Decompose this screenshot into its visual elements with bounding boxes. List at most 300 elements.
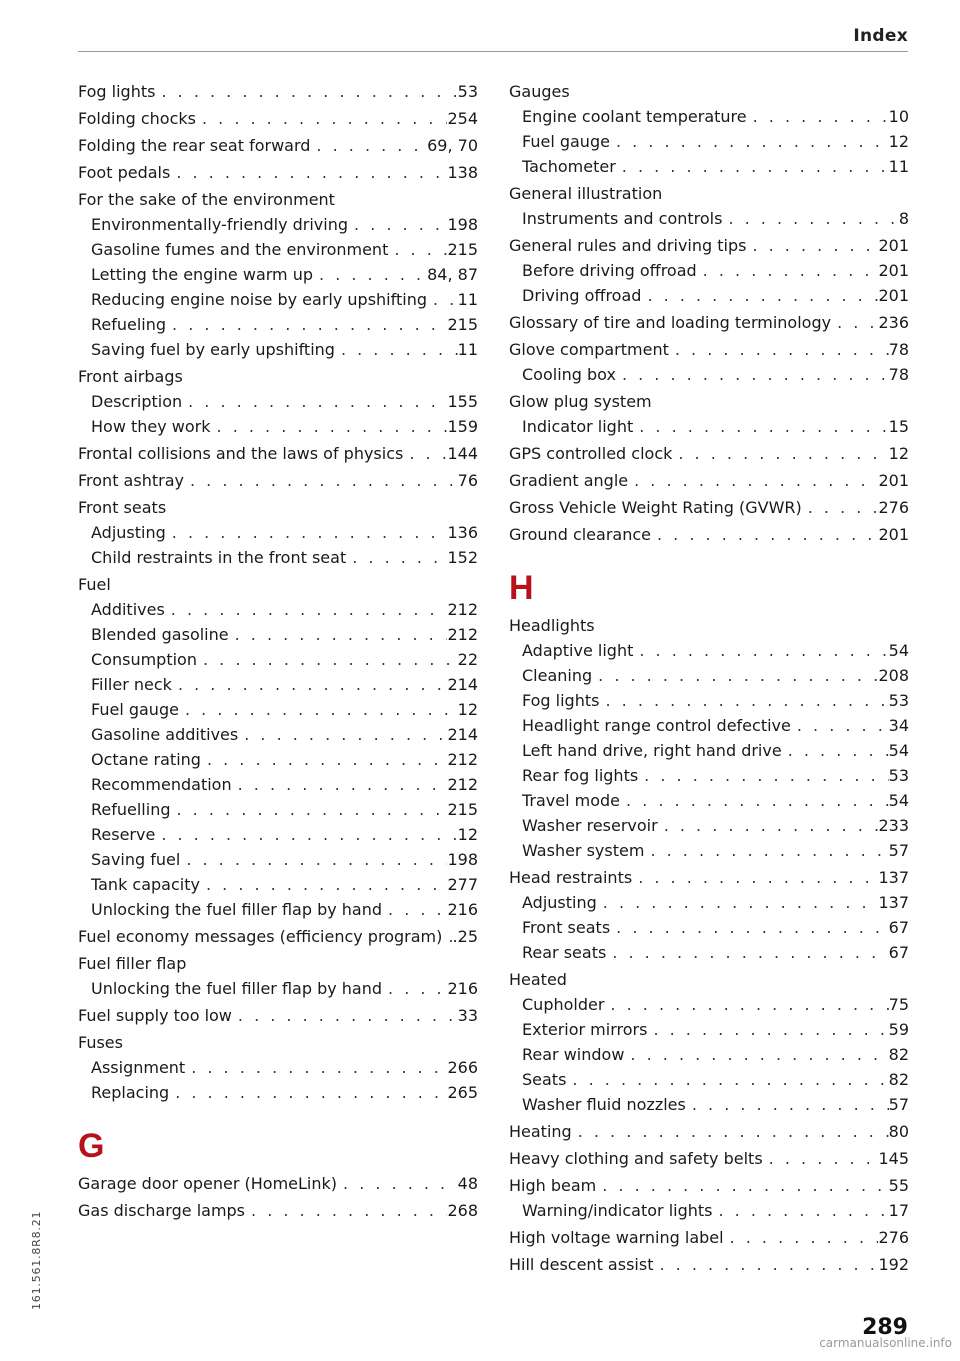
entry-term: Rear window [522,1045,625,1064]
index-subentry [509,738,909,763]
entry-term: For the sake of the environment [78,190,335,209]
entry-term: Blended gasoline [91,625,229,644]
dot-leader [697,258,879,283]
index-entry [78,924,478,949]
index-entry [509,233,909,258]
index-entry [78,133,478,158]
dot-leader [632,865,878,890]
entry-page-ref: 236 [878,313,909,332]
entry-term: Engine coolant temperature [522,107,747,126]
entry-term: Washer fluid nozzles [522,1095,686,1114]
dot-leader [624,1042,888,1067]
header-rule [78,51,908,52]
entry-page-ref: 76 [457,471,478,490]
entry-term: Front seats [78,498,167,517]
entry-page-ref: 48 [457,1174,478,1193]
index-entry [509,337,909,362]
entry-term: How they work [91,417,211,436]
entry-term: Cupholder [522,995,605,1014]
entry-page-ref: 208 [878,666,909,685]
index-subentry [509,788,909,813]
entry-term: Foot pedals [78,163,171,182]
index-subentry [78,545,478,570]
entry-term: Fuses [78,1033,123,1052]
entry-term: Washer reservoir [522,816,658,835]
index-entry [78,1030,478,1055]
index-subentry [78,722,478,747]
index-subentry [78,312,478,337]
entry-page-ref: 12 [457,825,478,844]
entry-term: Front ashtray [78,471,184,490]
entry-page-ref: 12 [888,444,909,463]
index-entry [509,522,909,547]
dot-leader [196,106,447,131]
entry-page-ref: 54 [888,641,909,660]
entry-term: Tachometer [522,157,616,176]
entry-page-ref: 152 [447,548,478,567]
dot-leader [170,160,447,185]
entry-term: Folding chocks [78,109,196,128]
index-subentry [78,389,478,414]
dot-leader [686,1092,889,1117]
index-entry [509,310,909,335]
dot-leader [310,133,427,158]
entry-page-ref: 201 [878,471,909,490]
dot-leader [633,414,888,439]
entry-page-ref: 67 [888,943,909,962]
entry-term: Heavy clothing and safety belts [509,1149,763,1168]
dot-leader [616,154,889,179]
index-entry [509,1119,909,1144]
index-subentry [78,622,478,647]
index-subentry [78,797,478,822]
entry-page-ref: 138 [447,163,478,182]
entry-term: Unlocking the fuel filler flap by hand [91,900,383,919]
index-subentry [509,414,909,439]
index-entry [509,865,909,890]
index-subentry [78,747,478,772]
dot-leader [165,597,448,622]
dot-leader [180,847,447,872]
entry-term: Folding the rear seat forward [78,136,311,155]
entry-page-ref: 159 [447,417,478,436]
page-number: 289 [862,1315,908,1340]
index-subentry [509,838,909,863]
entry-page-ref: 78 [888,365,909,384]
entry-page-ref: 8 [898,209,909,228]
entry-term: Cleaning [522,666,593,685]
dot-leader [724,1225,879,1250]
entry-term: Head restraints [509,868,633,887]
dot-leader [348,212,447,237]
entry-page-ref: 82 [888,1070,909,1089]
entry-page-ref: 54 [888,741,909,760]
dot-leader [610,915,888,940]
index-entry [78,79,478,104]
dot-leader [427,287,458,312]
index-subentry [78,1080,478,1105]
entry-term: Recommendation [91,775,232,794]
dot-leader [388,237,447,262]
entry-page-ref: 137 [878,893,909,912]
entry-page-ref: 11 [457,290,478,309]
entry-term: Saving fuel [91,850,181,869]
entry-page-ref: 192 [878,1255,909,1274]
index-subentry [509,362,909,387]
index-subentry [509,104,909,129]
entry-term: Travel mode [522,791,621,810]
entry-page-ref: 69, 70 [427,136,478,155]
dot-leader [382,897,447,922]
entry-page-ref: 268 [447,1201,478,1220]
index-entry [78,572,478,597]
entry-term: Gas discharge lamps [78,1201,246,1220]
entry-page-ref: 201 [878,525,909,544]
entry-page-ref: 265 [447,1083,478,1102]
entry-page-ref: 75 [888,995,909,1014]
dot-leader [644,838,888,863]
entry-term: GPS controlled clock [509,444,673,463]
entry-term: Additives [91,600,165,619]
entry-term: Headlight range control defective [522,716,791,735]
entry-term: Glossary of tire and loading terminology [509,313,832,332]
dot-leader [592,663,878,688]
entry-term: Driving offroad [522,286,642,305]
entry-page-ref: 80 [888,1122,909,1141]
index-entry [509,1225,909,1250]
dot-leader [200,872,447,897]
dot-leader [746,233,878,258]
dot-leader [658,813,879,838]
dot-leader [641,283,878,308]
entry-page-ref: 137 [878,868,909,887]
index-entry [509,468,909,493]
index-entry [509,1252,909,1277]
entry-term: Reserve [91,825,156,844]
dot-leader [747,104,889,129]
entry-page-ref: 34 [888,716,909,735]
entry-page-ref: 215 [447,315,478,334]
entry-page-ref: 12 [888,132,909,151]
index-entry [509,1173,909,1198]
index-entry [78,441,478,466]
index-subentry [78,897,478,922]
dot-leader [442,924,452,949]
entry-page-ref: 212 [447,750,478,769]
entry-term: Fuel gauge [91,700,179,719]
entry-page-ref: 53 [457,82,478,101]
index-entry [78,1198,478,1223]
index-entry [78,364,478,389]
dot-leader [604,992,888,1017]
dot-leader [337,1171,458,1196]
index-subentry [509,890,909,915]
entry-term: Gauges [509,82,570,101]
entry-term: Heating [509,1122,572,1141]
entry-term: Gross Vehicle Weight Rating (GVWR) [509,498,802,517]
index-subentry [509,1092,909,1117]
side-code-wrap [30,1210,129,1323]
entry-term: Reducing engine noise by early upshifting [91,290,427,309]
index-entry [509,613,909,638]
entry-term: Consumption [91,650,197,669]
index-subentry [509,763,909,788]
dot-leader [184,468,458,493]
dot-leader [185,1055,447,1080]
dot-leader [606,940,888,965]
entry-term: Octane rating [91,750,201,769]
dot-leader [596,1173,888,1198]
index-entry [509,967,909,992]
dot-leader [166,520,448,545]
index-entry [78,160,478,185]
entry-page-ref: 57 [888,1095,909,1114]
index-subentry [509,663,909,688]
dot-leader [712,1198,888,1223]
dot-leader [620,788,889,813]
entry-page-ref: 216 [447,979,478,998]
index-subentry [78,976,478,1001]
entry-page-ref: 11 [888,157,909,176]
entry-term: Rear fog lights [522,766,639,785]
index-entry [509,181,909,206]
dot-leader [182,389,447,414]
dot-leader [572,1119,889,1144]
index-subentry [509,258,909,283]
dot-leader [171,797,448,822]
entry-term: Warning/indicator lights [522,1201,713,1220]
dot-leader [722,206,898,231]
dot-leader [232,1003,458,1028]
entry-term: High beam [509,1176,597,1195]
entry-page-ref: 53 [888,766,909,785]
index-subentry [78,414,478,439]
entry-term: Fuel supply too low [78,1006,232,1025]
section-letter: H [509,569,534,607]
entry-term: Filler neck [91,675,172,694]
entry-term: Exterior mirrors [522,1020,648,1039]
dot-leader [172,672,448,697]
entry-term: Front airbags [78,367,183,386]
entry-page-ref: 198 [447,215,478,234]
entry-page-ref: 215 [447,800,478,819]
entry-term: Adaptive light [522,641,634,660]
entry-page-ref: 59 [888,1020,909,1039]
entry-term: Unlocking the fuel filler flap by hand [91,979,383,998]
index-subentry [509,1042,909,1067]
entry-page-ref: 266 [447,1058,478,1077]
entry-term: Garage door opener (HomeLink) [78,1174,338,1193]
dot-leader [647,1017,888,1042]
dot-leader [346,545,447,570]
dot-leader [155,822,457,847]
running-header-title: Index [853,26,908,46]
index-entry [78,187,478,212]
dot-leader [245,1198,447,1223]
entry-page-ref: .25 [452,927,478,946]
entry-page-ref: 57 [888,841,909,860]
entry-term: Environmentally-friendly driving [91,215,349,234]
entry-page-ref: 144 [447,444,478,463]
entry-page-ref: 78 [888,340,909,359]
index-subentry [509,1067,909,1092]
entry-page-ref: 254 [447,109,478,128]
index-entry [78,106,478,131]
entry-page-ref: 212 [447,600,478,619]
index-entry [509,495,909,520]
entry-page-ref: 201 [878,236,909,255]
section-letter: G [78,1127,105,1165]
entry-term: Heated [509,970,567,989]
index-entry [78,1003,478,1028]
entry-page-ref: 201 [878,286,909,305]
entry-term: Glow plug system [509,392,652,411]
entry-term: Adjusting [522,893,597,912]
index-subentry [509,1198,909,1223]
index-subentry [78,872,478,897]
dot-leader [211,414,448,439]
entry-term: Rear seats [522,943,607,962]
entry-page-ref: 155 [447,392,478,411]
dot-leader [566,1067,888,1092]
entry-term: Refuelling [91,800,171,819]
dot-leader [169,1080,447,1105]
watermark-text: carmanualsonline.info [819,1336,952,1350]
entry-term: Child restraints in the front seat [91,548,347,567]
dot-leader [791,713,889,738]
index-subentry [78,520,478,545]
entry-page-ref: 12 [457,700,478,719]
entry-term: Left hand drive, right hand drive [522,741,782,760]
index-subentry [509,813,909,838]
index-column-right [509,77,909,1277]
entry-term: Cooling box [522,365,616,384]
entry-term: Front seats [522,918,611,937]
entry-page-ref: 276 [878,498,909,517]
index-subentry [78,337,478,362]
entry-page-ref: 17 [888,1201,909,1220]
index-entry [78,1171,478,1196]
index-subentry [78,262,478,287]
index-entry [509,1146,909,1171]
entry-term: Ground clearance [509,525,651,544]
dot-leader [802,495,879,520]
entry-term: Gradient angle [509,471,629,490]
index-subentry [509,713,909,738]
entry-page-ref: 276 [878,1228,909,1247]
entry-term: Replacing [91,1083,170,1102]
entry-term: Seats [522,1070,567,1089]
index-entry [78,468,478,493]
entry-term: Instruments and controls [522,209,723,228]
dot-leader [155,79,457,104]
dot-leader [197,647,458,672]
document-code: 161.561.8R8.21 [30,1210,43,1310]
dot-leader [669,337,889,362]
dot-leader [763,1146,879,1171]
dot-leader [201,747,448,772]
entry-page-ref: 277 [447,875,478,894]
entry-term: Headlights [509,616,595,635]
index-subentry [78,672,478,697]
entry-term: Fog lights [78,82,156,101]
index-subentry [509,940,909,965]
entry-term: Indicator light [522,417,634,436]
dot-leader [638,763,888,788]
dot-leader [628,468,878,493]
dot-leader [831,310,878,335]
index-subentry [78,1055,478,1080]
index-entry [78,951,478,976]
entry-term: Glove compartment [509,340,669,359]
entry-page-ref: 22 [457,650,478,669]
index-entry [509,389,909,414]
index-subentry [509,154,909,179]
dot-leader [672,441,888,466]
index-subentry [78,822,478,847]
dot-leader [403,441,447,466]
index-subentry [509,992,909,1017]
entry-term: Description [91,392,183,411]
entry-term: High voltage warning label [509,1228,724,1247]
dot-leader [651,522,878,547]
index-subentry [78,772,478,797]
entry-page-ref: 201 [878,261,909,280]
index-column-left [78,77,478,1223]
entry-term: Fog lights [522,691,600,710]
dot-leader [179,697,458,722]
index-entry [509,441,909,466]
index-subentry [78,597,478,622]
dot-leader [229,622,448,647]
entry-page-ref: 233 [878,816,909,835]
dot-leader [782,738,889,763]
entry-page-ref: 136 [447,523,478,542]
entry-page-ref: 54 [888,791,909,810]
dot-leader [653,1252,878,1277]
dot-leader [633,638,888,663]
index-subentry [509,688,909,713]
entry-page-ref: 212 [447,625,478,644]
index-entry [78,495,478,520]
dot-leader [238,722,447,747]
entry-term: Gasoline fumes and the environment [91,240,389,259]
entry-page-ref: 33 [457,1006,478,1025]
entry-term: Fuel economy messages (efficiency program) [78,927,443,946]
entry-page-ref: 55 [888,1176,909,1195]
dot-leader [382,976,447,1001]
entry-page-ref: 10 [888,107,909,126]
entry-page-ref: 15 [888,417,909,436]
dot-leader [335,337,458,362]
entry-term: Fuel gauge [522,132,610,151]
dot-leader [232,772,448,797]
entry-page-ref: 215 [447,240,478,259]
index-subentry [509,283,909,308]
entry-term: Adjusting [91,523,166,542]
entry-term: General illustration [509,184,663,203]
entry-term: Fuel filler flap [78,954,187,973]
entry-term: Assignment [91,1058,186,1077]
dot-leader [610,129,889,154]
entry-term: Washer system [522,841,645,860]
index-entry [509,79,909,104]
index-subentry [78,287,478,312]
entry-term: Tank capacity [91,875,200,894]
index-subentry [78,647,478,672]
entry-page-ref: 11 [457,340,478,359]
index-subentry [509,206,909,231]
